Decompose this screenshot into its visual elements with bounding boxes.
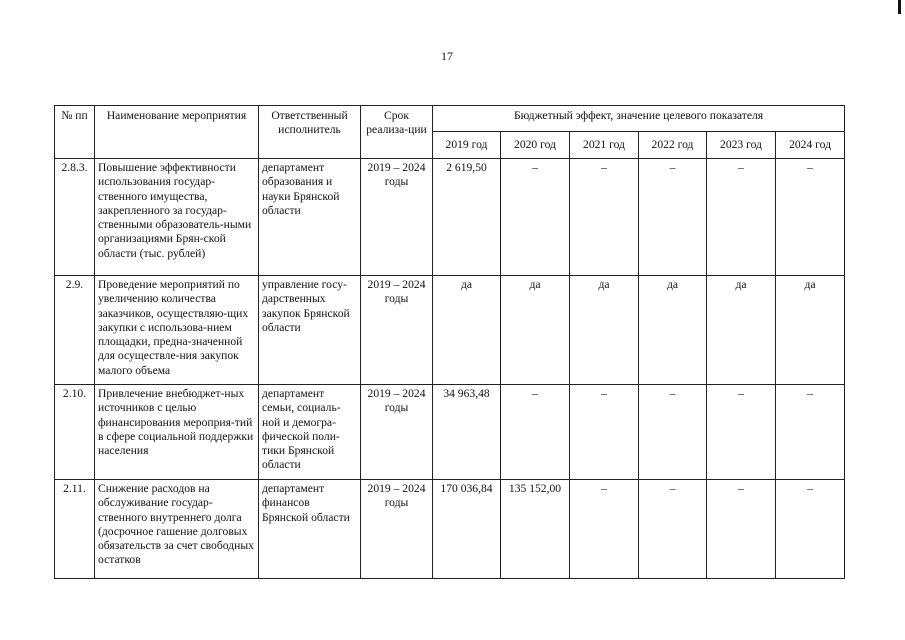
row-value-2022: – bbox=[639, 159, 707, 276]
row-value-2023: – bbox=[707, 159, 776, 276]
row-number: 2.11. bbox=[55, 480, 95, 579]
header-period: Срок реализа-ции bbox=[361, 106, 433, 159]
row-value-2019: 34 963,48 bbox=[433, 385, 501, 480]
row-value-2024: – bbox=[776, 159, 845, 276]
row-value-2019: 2 619,50 bbox=[433, 159, 501, 276]
row-value-2020: да bbox=[501, 276, 570, 385]
row-period: 2019 – 2024 годы bbox=[361, 276, 433, 385]
row-value-2020: – bbox=[501, 385, 570, 480]
row-number: 2.8.3. bbox=[55, 159, 95, 276]
row-measure-name: Проведение мероприятий по увеличению количества заказчиков, осуществляю-щих закупки с использова-нием площадки, предна-значенной для осуществле-ния закупок малого объема bbox=[95, 276, 259, 385]
row-value-2023: – bbox=[707, 385, 776, 480]
row-value-2023: да bbox=[707, 276, 776, 385]
header-year-2021: 2021 год bbox=[570, 132, 639, 159]
row-value-2024: – bbox=[776, 385, 845, 480]
row-value-2020: 135 152,00 bbox=[501, 480, 570, 579]
row-value-2022: – bbox=[639, 385, 707, 480]
row-period: 2019 – 2024 годы bbox=[361, 480, 433, 579]
header-budget-effect: Бюджетный эффект, значение целевого показателя bbox=[433, 106, 845, 132]
header-year-2024: 2024 год bbox=[776, 132, 845, 159]
row-executor: департамент финансов Брянской области bbox=[259, 480, 361, 579]
row-value-2021: – bbox=[570, 480, 639, 579]
table-row bbox=[55, 159, 845, 276]
row-number: 2.10. bbox=[55, 385, 95, 480]
row-value-2019: 170 036,84 bbox=[433, 480, 501, 579]
header-executor: Ответственный исполнитель bbox=[259, 106, 361, 159]
header-year-2020: 2020 год bbox=[501, 132, 570, 159]
row-measure-name: Повышение эффективности использования государ-ственного имущества, закрепленного за государ-ственными образователь-ными организациями Брян-ской области (тыс. рублей) bbox=[95, 159, 259, 276]
header-year-2019: 2019 год bbox=[433, 132, 501, 159]
table-row bbox=[55, 276, 845, 385]
row-executor: департамент семьи, социаль-ной и демогра-фической поли-тики Брянской области bbox=[259, 385, 361, 480]
row-value-2019: да bbox=[433, 276, 501, 385]
page-number: 17 bbox=[441, 49, 453, 63]
row-number: 2.9. bbox=[55, 276, 95, 385]
row-value-2024: да bbox=[776, 276, 845, 385]
row-executor: управление госу-дарственных закупок Брянской области bbox=[259, 276, 361, 385]
row-value-2021: да bbox=[570, 276, 639, 385]
row-measure-name: Снижение расходов на обслуживание государ-ственного внутреннего долга (досрочное гашение долговых обязательств за счет свободных остатков bbox=[95, 480, 259, 579]
header-number: № пп bbox=[55, 106, 95, 159]
table-row bbox=[55, 385, 845, 480]
row-value-2023: – bbox=[707, 480, 776, 579]
row-executor: департамент образования и науки Брянской области bbox=[259, 159, 361, 276]
row-value-2021: – bbox=[570, 385, 639, 480]
row-period: 2019 – 2024 годы bbox=[361, 159, 433, 276]
header-name: Наименование мероприятия bbox=[95, 106, 259, 159]
page-edge-mark bbox=[898, 0, 901, 14]
row-value-2020: – bbox=[501, 159, 570, 276]
table-row bbox=[55, 480, 845, 579]
row-measure-name: Привлечение внебюджет-ных источников с целью финансирования мероприя-тий в сфере социальной поддержки населения bbox=[95, 385, 259, 480]
header-year-2023: 2023 год bbox=[707, 132, 776, 159]
budget-effect-table bbox=[54, 105, 845, 579]
row-value-2022: – bbox=[639, 480, 707, 579]
row-period: 2019 – 2024 годы bbox=[361, 385, 433, 480]
header-year-2022: 2022 год bbox=[639, 132, 707, 159]
row-value-2022: да bbox=[639, 276, 707, 385]
row-value-2024: – bbox=[776, 480, 845, 579]
row-value-2021: – bbox=[570, 159, 639, 276]
